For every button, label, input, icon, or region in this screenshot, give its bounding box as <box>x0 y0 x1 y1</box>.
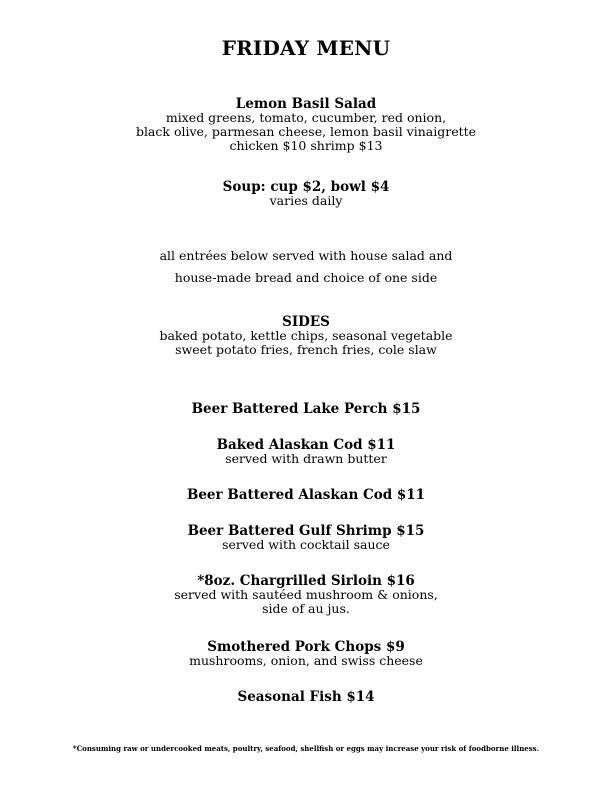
entree-intro <box>0 245 612 289</box>
item-name: Beer Battered Lake Perch $15 <box>191 401 421 417</box>
menu-title: FRIDAY MENU <box>221 36 391 60</box>
soup-section <box>0 180 612 208</box>
salad-price: chicken $10 shrimp $13 <box>229 138 383 153</box>
footnote: *Consuming raw or undercooked meats, poultry, seafood, shellfish or eggs may increase your risk of foodborne illness. <box>72 744 540 753</box>
menu-item <box>0 690 612 704</box>
salad-name: Lemon Basil Salad <box>235 96 377 112</box>
intro-line-1: all entrées below served with house salad and <box>159 248 453 263</box>
menu-item <box>0 438 612 466</box>
item-description-2: side of au jus. <box>262 601 350 616</box>
soup-description: varies daily <box>269 193 343 208</box>
soup-name: Soup: cup $2, bowl $4 <box>222 179 390 195</box>
salad-description-1: mixed greens, tomato, cucumber, red onion, <box>165 110 447 125</box>
item-name: Beer Battered Alaskan Cod $11 <box>186 487 426 503</box>
menu-item <box>0 574 612 616</box>
sides-section <box>0 315 612 357</box>
menu-item <box>0 402 612 416</box>
item-description: served with sautéed mushroom & onions, <box>174 587 438 602</box>
item-description: served with drawn butter <box>225 451 387 466</box>
menu-item <box>0 524 612 552</box>
salad-description-2: black olive, parmesan cheese, lemon basil vinaigrette <box>135 124 477 139</box>
sides-heading: SIDES <box>282 314 330 330</box>
sides-line-1: baked potato, kettle chips, seasonal vegetable <box>159 328 453 343</box>
menu-item <box>0 488 612 502</box>
intro-line-2: house-made bread and choice of one side <box>174 270 438 285</box>
item-name: *8oz. Chargrilled Sirloin $16 <box>197 573 415 589</box>
item-name: Beer Battered Gulf Shrimp $15 <box>187 523 425 539</box>
item-name: Baked Alaskan Cod $11 <box>216 437 396 453</box>
salad-section <box>0 97 612 153</box>
item-description: mushrooms, onion, and swiss cheese <box>189 653 423 668</box>
item-name: Seasonal Fish $14 <box>237 689 375 705</box>
menu-item <box>0 640 612 668</box>
item-description: served with cocktail sauce <box>222 537 390 552</box>
sides-line-2: sweet potato fries, french fries, cole slaw <box>175 342 437 357</box>
item-name: Smothered Pork Chops $9 <box>207 639 405 655</box>
